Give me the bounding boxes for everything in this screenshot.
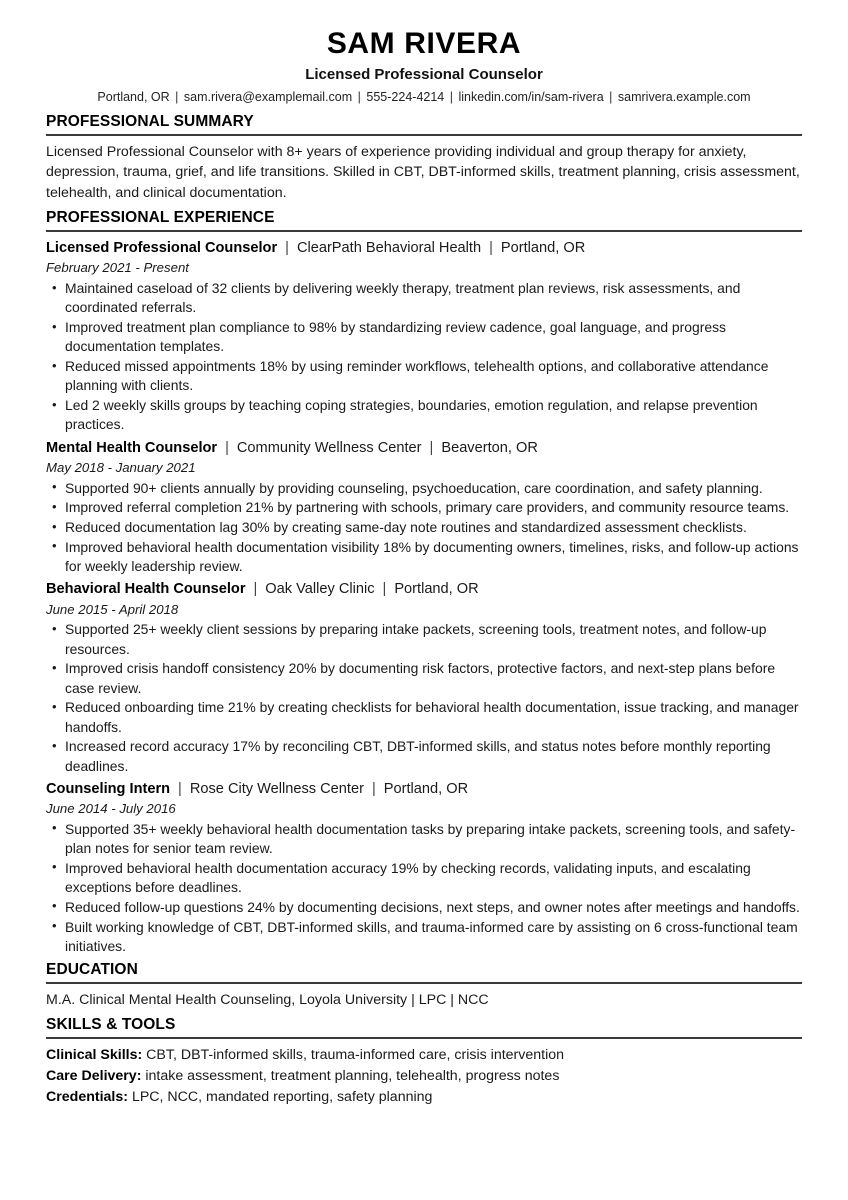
section-title-skills: SKILLS & TOOLS: [46, 1015, 176, 1033]
bullet-item: • Supported 25+ weekly client sessions by preparing intake packets, screening tools, treatment notes, and follow-up resources.: [46, 620, 802, 659]
job-location: Portland, OR: [383, 780, 469, 797]
skill-row: [46, 1045, 802, 1066]
job-header: [46, 238, 802, 259]
job-separator: |: [225, 439, 229, 456]
contact-separator: |: [449, 90, 453, 105]
candidate-name: SAM RIVERA: [326, 27, 522, 60]
bullet-item: • Improved referral completion 21% by partnering with schools, primary care providers, and community resource teams.: [46, 498, 802, 517]
job-dates: June 2015 - April 2018: [46, 601, 179, 617]
skill-value: intake assessment, treatment planning, telehealth, progress notes: [141, 1067, 560, 1084]
skill-value: CBT, DBT-informed skills, trauma-informed care, crisis intervention: [142, 1046, 565, 1063]
job-dates: June 2014 - July 2016: [46, 801, 176, 817]
job-separator: |: [253, 581, 258, 598]
skill-row: [46, 1087, 802, 1108]
section-divider: [46, 982, 802, 984]
job-bullets: [46, 820, 802, 956]
bullet-item: • Reduced onboarding time 21% by creating checklists for behavioral health documentation, issue tracking, and manager handoffs.: [46, 698, 802, 737]
job-title: Counseling Intern: [46, 780, 171, 797]
job-separator: |: [178, 780, 182, 797]
job-separator: |: [489, 240, 493, 257]
contact-separator: |: [609, 90, 613, 105]
job-bullets: [46, 479, 802, 577]
bullet-item: • Reduced follow-up questions 24% by documenting decisions, next steps, and owner notes after meetings and handoffs.: [46, 898, 802, 917]
job-header: [46, 579, 802, 600]
bullet-item: • Supported 90+ clients annually by providing counseling, psychoeducation, care coordination, and safety planning.: [46, 479, 802, 498]
skill-value: LPC, NCC, mandated reporting, safety planning: [128, 1089, 433, 1106]
bullet-item: • Led 2 weekly skills groups by teaching coping strategies, boundaries, emotion regulation, and relapse prevention practices.: [46, 396, 802, 435]
job-company: Oak Valley Clinic: [265, 581, 375, 598]
contact-line: [46, 89, 802, 105]
job-company: ClearPath Behavioral Health: [296, 240, 482, 257]
job-title: Mental Health Counselor: [46, 439, 218, 456]
skill-label: Credentials:: [46, 1089, 128, 1106]
job-title: Licensed Professional Counselor: [46, 240, 278, 257]
bullet-item: • Improved behavioral health documentation accuracy 19% by checking records, validating inputs, and escalating exceptions before deadlines.: [46, 859, 802, 898]
job-bullets: [46, 620, 802, 776]
section-divider: [46, 230, 802, 232]
bullet-item: • Improved behavioral health documentation visibility 18% by documenting owners, timelines, risks, and follow-up actions for weekly leadership review.: [46, 538, 802, 577]
job-location: Beaverton, OR: [441, 439, 538, 456]
bullet-item: • Supported 35+ weekly behavioral health documentation tasks by preparing intake packets, screening tools, and safety-plan notes for senior team review.: [46, 820, 802, 859]
experience-entry: [46, 579, 802, 776]
contact-location: Portland, OR: [97, 90, 170, 105]
candidate-headline: Licensed Professional Counselor: [305, 66, 543, 84]
job-location: Portland, OR: [500, 240, 586, 257]
bullet-item: • Maintained caseload of 32 clients by delivering weekly therapy, treatment plan reviews, risk assessments, and coordinated referrals.: [46, 279, 802, 318]
skill-label: Clinical Skills:: [46, 1046, 143, 1063]
section-divider: [46, 134, 802, 136]
section-title-education: EDUCATION: [46, 961, 138, 979]
contact-linkedin[interactable]: linkedin.com/in/sam-rivera: [458, 90, 604, 105]
job-separator: |: [285, 240, 289, 257]
section-title-summary: PROFESSIONAL SUMMARY: [46, 112, 254, 130]
job-company: Rose City Wellness Center: [189, 780, 364, 797]
contact-website[interactable]: samrivera.example.com: [617, 90, 751, 105]
section-divider: [46, 1037, 802, 1039]
contact-phone[interactable]: 555-224-4214: [366, 90, 445, 105]
job-header: [46, 438, 802, 459]
job-header: [46, 779, 802, 800]
section-title-experience: PROFESSIONAL EXPERIENCE: [46, 209, 275, 227]
experience-entry: [46, 438, 802, 577]
bullet-item: • Improved treatment plan compliance to 98% by standardizing review cadence, goal language, and progress documentation templates.: [46, 318, 802, 357]
job-dates: February 2021 - Present: [46, 260, 189, 276]
contact-separator: |: [175, 90, 179, 105]
bullet-item: • Reduced documentation lag 30% by creating same-day note routines and standardized assessment checklists.: [46, 518, 802, 537]
job-bullets: [46, 279, 802, 435]
summary-text: Licensed Professional Counselor with 8+ years of experience providing individual and group therapy for anxiety, depression, trauma, grief, and life transitions. Skilled in CBT, DBT-informed skills, treatment planning, crisis assessment, telehealth, and clinical documentation.: [46, 143, 800, 202]
experience-entry: [46, 779, 802, 956]
contact-separator: |: [357, 90, 361, 105]
education-entry: M.A. Clinical Mental Health Counseling, Loyola University | LPC | NCC: [46, 992, 489, 1009]
experience-entry: [46, 238, 802, 435]
skill-row: [46, 1066, 802, 1087]
bullet-item: • Improved crisis handoff consistency 20% by documenting risk factors, protective factors, and next-step plans before case review.: [46, 659, 802, 698]
job-location: Portland, OR: [394, 581, 479, 598]
bullet-item: • Reduced missed appointments 18% by using reminder workflows, telehealth options, and collaborative attendance planning with clients.: [46, 357, 802, 396]
job-title: Behavioral Health Counselor: [46, 581, 246, 598]
job-company: Community Wellness Center: [236, 439, 422, 456]
bullet-item: • Increased record accuracy 17% by reconciling CBT, DBT-informed skills, and status notes before monthly reporting deadlines.: [46, 737, 802, 776]
bullet-item: • Built working knowledge of CBT, DBT-informed skills, and trauma-informed care by assisting on 6 cross-functional team initiatives.: [46, 918, 802, 957]
skill-label: Care Delivery:: [46, 1067, 142, 1084]
job-separator: |: [429, 439, 434, 456]
job-dates: May 2018 - January 2021: [46, 459, 196, 475]
job-separator: |: [371, 780, 376, 797]
job-separator: |: [382, 581, 387, 598]
contact-email[interactable]: sam.rivera@examplemail.com: [183, 90, 353, 105]
